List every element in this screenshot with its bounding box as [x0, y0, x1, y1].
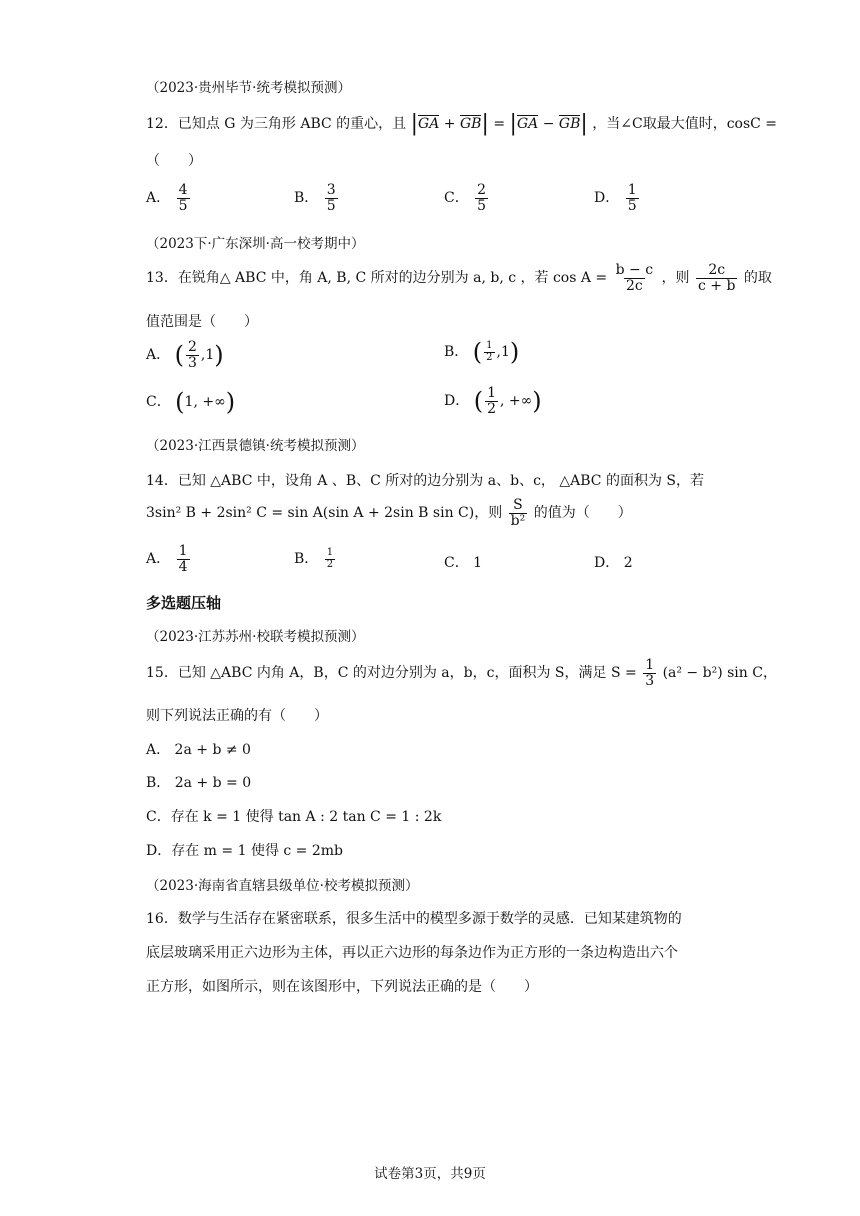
- option-label: B．: [294, 190, 319, 207]
- q14-line2-post: 的值为（ ）: [533, 505, 632, 522]
- frac-den: b²: [510, 512, 526, 529]
- question-13-line2: 值范围是（ ）: [146, 314, 258, 330]
- option-value: 1: [473, 555, 483, 571]
- option-label: A．: [146, 190, 171, 207]
- interval-value: 1, +∞: [184, 394, 226, 410]
- option-label: D．: [594, 555, 620, 571]
- option-label: D．: [594, 190, 620, 207]
- question-15-line1: [146, 658, 777, 688]
- option-value: 2: [623, 555, 633, 571]
- option-14-b: [294, 548, 337, 570]
- frac-num: S: [513, 497, 523, 513]
- frac-den: 4: [178, 558, 188, 575]
- option-label: C．: [146, 394, 171, 410]
- interval-tail: ,1: [200, 347, 215, 364]
- section-heading: 多选题压轴: [146, 594, 222, 612]
- frac-num: 1: [326, 547, 334, 558]
- frac-den: 2: [486, 351, 493, 363]
- frac-num: 1: [486, 340, 493, 351]
- source-note-14: （2023·江西景德镇·统考模拟预测）: [146, 438, 365, 454]
- q13-stem-pre: 13．在锐角△ ABC 中，角 A, B, C 所对的边分别为 a, b, c ，若 cos A =: [146, 270, 608, 287]
- option-label: C．: [444, 555, 469, 571]
- frac-den: 5: [477, 197, 487, 214]
- interval-tail: ,1: [496, 344, 510, 360]
- source-note-12: （2023·贵州毕节·统考模拟预测）: [146, 80, 351, 96]
- q15-line1-pre: 15．已知 △ABC 内角 A，B，C 的对边分别为 a，b，c，面积为 S，满足 S =: [146, 665, 637, 682]
- frac-den: 3: [187, 354, 197, 371]
- option-13-d: D． ( $\frac{1}{2}$ , +∞): [444, 385, 542, 417]
- option-label: A．: [146, 551, 171, 568]
- frac-num: b − c: [615, 262, 654, 278]
- question-16-line1: 16．数学与生活存在紧密联系，很多生活中的模型多源于数学的灵感．已知某建筑物的: [146, 911, 682, 927]
- q13-stem-post: 的取: [743, 270, 772, 287]
- option-15-d: D．存在 m = 1 使得 c = 2mb: [146, 843, 344, 859]
- frac-num: 3: [326, 182, 336, 198]
- option-15-c: C．存在 k = 1 使得 tan A : 2 tan C = 1 : 2k: [146, 809, 442, 825]
- vector-ga-2: GA: [516, 116, 539, 132]
- source-note-16: （2023·海南省直辖县级单位·校考模拟预测）: [146, 878, 419, 894]
- option-13-b: B． ( $\frac{1}{2}$ ,1): [444, 338, 520, 366]
- frac-den: 2: [326, 558, 334, 570]
- option-label: B．: [294, 551, 319, 567]
- question-12-paren: （ ）: [146, 153, 202, 169]
- option-12-c: [444, 183, 490, 213]
- option-13-a: A． ( $\frac{2}{3}$ ,1): [146, 339, 224, 371]
- frac-den: 5: [326, 197, 336, 214]
- frac-num: 2c: [708, 262, 726, 278]
- option-15-b: B． 2a + b = 0: [146, 775, 252, 791]
- frac-num: 2: [477, 182, 487, 198]
- frac-den: c + b: [697, 277, 736, 294]
- q15-line1-post: (a² − b²) sin C，: [662, 665, 777, 682]
- equals-sign: =: [493, 116, 506, 132]
- minus-sign: −: [542, 116, 555, 132]
- option-15-a: A． 2a + b ≠ 0: [146, 742, 251, 758]
- option-12-d: [594, 183, 641, 213]
- option-label: A．: [146, 347, 171, 364]
- frac-num: 1: [645, 657, 655, 673]
- page-footer: 试卷第3页，共9页: [374, 1166, 486, 1182]
- plus-sign: +: [443, 116, 456, 132]
- question-12-stem: 12．已知点 G 为三角形 ABC 的重心，且 |GA + GB| = |GA − GB| ，当∠C取最大值时，cosC =: [146, 111, 778, 136]
- source-note-15: （2023·江苏苏州·校联考模拟预测）: [146, 629, 365, 645]
- frac-num: 1: [487, 385, 496, 401]
- option-12-a: [146, 183, 192, 213]
- frac-den: 3: [645, 672, 655, 689]
- q12-stem-post: ，当∠C取最大值时，cosC =: [592, 116, 778, 132]
- question-13-stem: [146, 263, 772, 293]
- question-16-line3: 正方形，如图所示，则在该图形中，下列说法正确的是（ ）: [146, 979, 538, 995]
- frac-den: 5: [627, 197, 637, 214]
- frac-den: 2c: [625, 277, 643, 294]
- option-label: D．: [444, 393, 470, 410]
- frac-num: 1: [178, 543, 188, 559]
- option-13-c: C． (1, +∞): [146, 388, 236, 416]
- frac-den: 2: [487, 400, 496, 417]
- vector-gb-2: GB: [558, 116, 581, 132]
- interval-tail: , +∞: [499, 393, 533, 410]
- option-14-c: [444, 552, 482, 572]
- option-14-d: [594, 552, 633, 572]
- option-label: C．: [444, 190, 469, 207]
- vector-ga: GA: [418, 116, 440, 132]
- q13-stem-mid: ，则: [661, 270, 690, 287]
- q12-stem-pre: 12．已知点 G 为三角形 ABC 的重心，且: [146, 116, 407, 132]
- frac-num: 1: [627, 182, 637, 198]
- frac-num: 2: [187, 339, 197, 355]
- frac-num: 4: [178, 182, 188, 198]
- q14-line2-pre: 3sin² B + 2sin² C = sin A(sin A + 2sin B sin C)，则: [146, 505, 503, 522]
- option-12-b: [294, 183, 340, 213]
- source-note-13: （2023下·广东深圳·高一校考期中）: [146, 236, 365, 252]
- vector-gb: GB: [459, 116, 482, 132]
- option-label: B．: [444, 344, 469, 360]
- question-16-line2: 底层玻璃采用正六边形为主体，再以正六边形的每条边作为正方形的一条边构造出六个: [146, 945, 678, 961]
- frac-den: 5: [178, 197, 188, 214]
- question-14-line1: 14．已知 △ABC 中，设角 A 、B、C 所对的边分别为 a、b、c， △ABC 的面积为 S，若: [146, 473, 704, 489]
- option-14-a: [146, 544, 192, 574]
- question-15-line2: 则下列说法正确的有（ ）: [146, 708, 328, 724]
- question-14-line2: [146, 498, 632, 528]
